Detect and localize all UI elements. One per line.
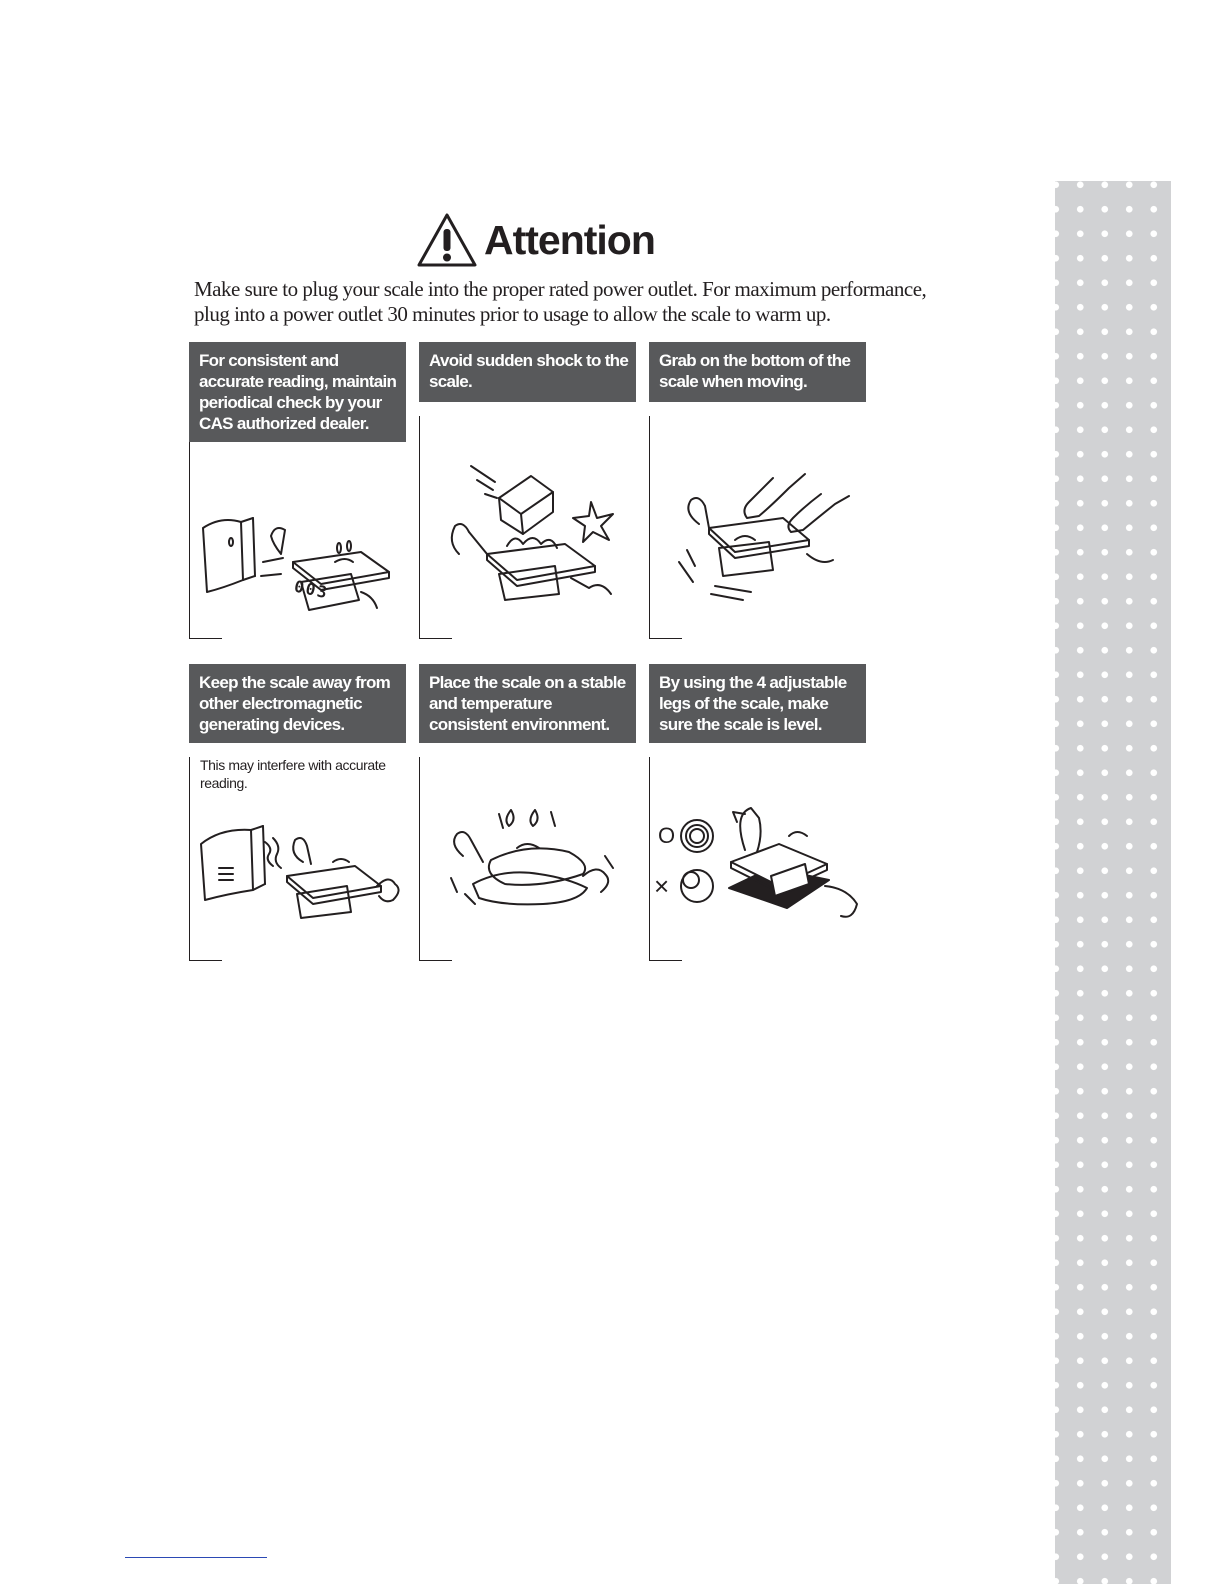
panel-header: Keep the scale away from other electromagnetic generating devices. [189,664,406,743]
level-bubble-illustration [677,804,867,930]
panel-stable-environment [419,664,636,743]
intro-line-1: Make sure to plug your scale into the proper rated power outlet. For maximum performance, [194,277,927,301]
scale-service-illustration [201,510,401,622]
intro-paragraph [194,277,927,327]
panel-electromagnetic [189,664,406,791]
moving-scale-illustration [665,470,851,610]
panel-note: This may interfere with accurate reading. [200,757,386,791]
panel-grab-bottom [649,342,866,402]
panel-header: For consistent and accurate reading, maintain periodical check by your CAS authorized dealer. [189,342,406,442]
correct-mark: O [658,823,676,848]
panel-header: By using the 4 adjustable legs of the scale, make sure the scale is level. [649,664,866,743]
footer-rule [125,1557,267,1558]
panel-periodical-check [189,342,406,603]
display-readout: 003 [292,576,331,603]
warning-triangle-icon [416,212,478,268]
falling-box-illustration [441,462,621,602]
page-title: Attention [484,216,655,263]
panel-header: Grab on the bottom of the scale when moving. [649,342,866,402]
interference-illustration [199,824,409,924]
incorrect-mark: × [654,871,670,901]
panel-header: Place the scale on a stable and temperature consistent environment. [419,664,636,743]
panel-level-legs [649,664,866,901]
panel-avoid-shock [419,342,636,402]
intro-line-2: plug into a power outlet 30 minutes prior to usage to allow the scale to warm up. [194,302,831,326]
attention-heading [416,210,655,270]
panel-header: Avoid sudden shock to the scale. [419,342,636,402]
side-decoration-band [1055,181,1171,1584]
wobbly-scale-illustration [443,804,619,914]
